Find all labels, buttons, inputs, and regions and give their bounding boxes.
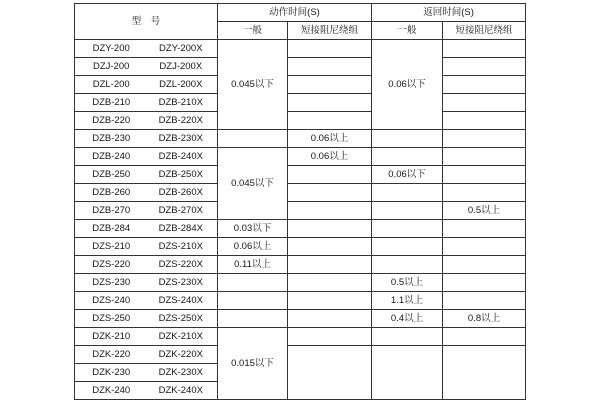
table-row: [75, 256, 526, 274]
table-row: [75, 292, 526, 310]
return-general-cell: 0.06以下: [372, 166, 443, 184]
model-name: DZB-220: [92, 114, 131, 126]
model-cell: [75, 166, 218, 184]
header-action-damped: 短接阻尼绕组: [288, 22, 372, 40]
action-general-cell: 0.045以下: [218, 40, 288, 130]
model-name-x: DZB-260X: [158, 186, 203, 198]
model-cell: [75, 184, 218, 202]
action-damped-cell: [288, 220, 372, 238]
action-damped-cell: 0.06以上: [288, 148, 372, 166]
action-damped-cell: 0.06以上: [288, 130, 372, 148]
model-cell: [75, 220, 218, 238]
return-general-cell: [372, 238, 443, 256]
model-name-x: DZJ-200X: [159, 60, 203, 72]
return-general-cell: [372, 220, 443, 238]
model-cell: [75, 364, 218, 382]
table-row: [75, 40, 526, 58]
model-name-x: DZY-200X: [159, 42, 203, 54]
model-name-x: DZB-284X: [158, 222, 203, 234]
model-cell: [75, 382, 218, 400]
table-row: [75, 130, 526, 148]
model-cell: [75, 112, 218, 130]
return-general-cell: 0.4以上: [372, 310, 443, 328]
model-name-x: DZB-240X: [158, 150, 203, 162]
action-damped-cell: [288, 166, 372, 184]
model-name-x: DZB-230X: [158, 132, 203, 144]
model-name: DZK-210: [92, 330, 131, 342]
model-name: DZS-220: [92, 258, 131, 270]
return-damped-cell: [443, 94, 526, 112]
model-cell: [75, 292, 218, 310]
model-cell: [75, 274, 218, 292]
return-damped-cell: [443, 112, 526, 130]
model-name-x: DZS-220X: [158, 258, 203, 270]
model-name: DZK-240: [92, 384, 131, 396]
model-name: DZS-240: [92, 294, 131, 306]
return-damped-cell: [443, 220, 526, 238]
table-row: [75, 202, 526, 220]
model-name: DZJ-200: [92, 60, 130, 72]
model-name: DZB-270: [92, 204, 131, 216]
return-damped-cell: [443, 130, 526, 148]
table-row: [75, 220, 526, 238]
table-row: [75, 184, 526, 202]
model-name: DZB-284: [92, 222, 131, 234]
return-general-cell: 0.5以上: [372, 274, 443, 292]
model-cell: [75, 328, 218, 346]
model-name: DZB-230: [92, 132, 131, 144]
table-row: [75, 328, 526, 346]
model-name-x: DZS-250X: [158, 312, 203, 324]
return-general-cell: [372, 346, 443, 400]
model-cell: [75, 256, 218, 274]
model-name: DZB-250: [92, 168, 131, 180]
table-row: [75, 94, 526, 112]
action-damped-cell: [288, 292, 372, 310]
model-name-x: DZL-200X: [159, 78, 203, 90]
return-general-cell: [372, 256, 443, 274]
action-damped-cell: [288, 202, 372, 220]
return-damped-cell: [443, 328, 526, 346]
model-name: DZB-210: [92, 96, 131, 108]
action-general-cell: 0.06以上: [218, 238, 288, 256]
return-damped-cell: [443, 292, 526, 310]
action-damped-cell: [288, 112, 372, 130]
model-cell: [75, 202, 218, 220]
model-name-x: DZB-250X: [158, 168, 203, 180]
relay-spec-table: [74, 3, 526, 400]
model-name-x: DZB-220X: [158, 114, 203, 126]
model-name-x: DZS-210X: [158, 240, 203, 252]
model-cell: [75, 310, 218, 328]
return-damped-cell: [443, 256, 526, 274]
model-cell: [75, 76, 218, 94]
return-damped-cell: [443, 148, 526, 166]
model-name-x: DZK-210X: [158, 330, 203, 342]
model-name-x: DZK-220X: [158, 348, 203, 360]
model-cell: [75, 148, 218, 166]
return-damped-cell: [443, 274, 526, 292]
action-general-cell: 0.015以下: [218, 328, 288, 400]
table-row: [75, 112, 526, 130]
model-cell: [75, 94, 218, 112]
header-action-general: 一般: [218, 22, 288, 40]
action-general-cell: [218, 310, 288, 328]
model-name-x: DZK-240X: [158, 384, 203, 396]
table-row: [75, 274, 526, 292]
model-name: DZB-240: [92, 150, 131, 162]
model-cell: [75, 58, 218, 76]
return-general-cell: [372, 148, 443, 166]
return-damped-cell: 0.5以上: [443, 202, 526, 220]
action-general-cell: [218, 292, 288, 310]
action-general-cell: [218, 130, 288, 148]
table-row: [75, 58, 526, 76]
return-damped-cell: [443, 40, 526, 58]
action-damped-cell: [288, 274, 372, 292]
action-damped-cell: [288, 328, 372, 346]
model-name: DZS-250: [92, 312, 131, 324]
model-cell: [75, 346, 218, 364]
header-model: 型 号: [75, 4, 218, 40]
model-name: DZK-230: [92, 366, 131, 378]
model-name-x: DZB-210X: [158, 96, 203, 108]
table-row: [75, 346, 526, 364]
model-name: DZS-210: [92, 240, 131, 252]
model-name-x: DZK-230X: [158, 366, 203, 378]
model-cell: [75, 40, 218, 58]
action-damped-cell: [288, 346, 372, 400]
action-damped-cell: [288, 58, 372, 76]
model-cell: [75, 130, 218, 148]
return-general-cell: [372, 202, 443, 220]
action-general-cell: 0.11以上: [218, 256, 288, 274]
header-row-1: [75, 4, 526, 22]
table-row: [75, 238, 526, 256]
return-general-cell: 0.06以下: [372, 40, 443, 130]
table-row: [75, 148, 526, 166]
return-general-cell: [372, 130, 443, 148]
return-general-cell: 1.1以上: [372, 292, 443, 310]
action-general-cell: 0.03以下: [218, 220, 288, 238]
header-return-general: 一般: [372, 22, 443, 40]
model-name: DZK-220: [92, 348, 131, 360]
model-name: DZB-260: [92, 186, 131, 198]
return-damped-cell: [443, 184, 526, 202]
model-name-x: DZS-230X: [158, 276, 203, 288]
return-general-cell: [372, 328, 443, 346]
header-return-time: 返回时间(S): [372, 4, 526, 22]
return-damped-cell: [443, 166, 526, 184]
action-damped-cell: [288, 238, 372, 256]
table-row: [75, 166, 526, 184]
action-damped-cell: [288, 40, 372, 58]
return-general-cell: [372, 184, 443, 202]
header-action-time: 动作时间(S): [218, 4, 372, 22]
model-name-x: DZB-270X: [158, 204, 203, 216]
model-name: DZY-200: [92, 42, 130, 54]
model-cell: [75, 238, 218, 256]
return-damped-cell: [443, 76, 526, 94]
header-return-damped: 短接阻尼绕组: [443, 22, 526, 40]
model-name: DZL-200: [92, 78, 130, 90]
action-damped-cell: [288, 76, 372, 94]
action-general-cell: [218, 274, 288, 292]
action-damped-cell: [288, 256, 372, 274]
action-general-cell: 0.045以下: [218, 148, 288, 220]
model-name: DZS-230: [92, 276, 131, 288]
return-damped-cell: [443, 346, 526, 400]
return-damped-cell: [443, 58, 526, 76]
return-damped-cell: [443, 238, 526, 256]
action-damped-cell: [288, 310, 372, 328]
return-damped-cell: 0.8以上: [443, 310, 526, 328]
table-row: [75, 76, 526, 94]
model-name-x: DZS-240X: [158, 294, 203, 306]
action-damped-cell: [288, 184, 372, 202]
action-damped-cell: [288, 94, 372, 112]
table-row: [75, 310, 526, 328]
